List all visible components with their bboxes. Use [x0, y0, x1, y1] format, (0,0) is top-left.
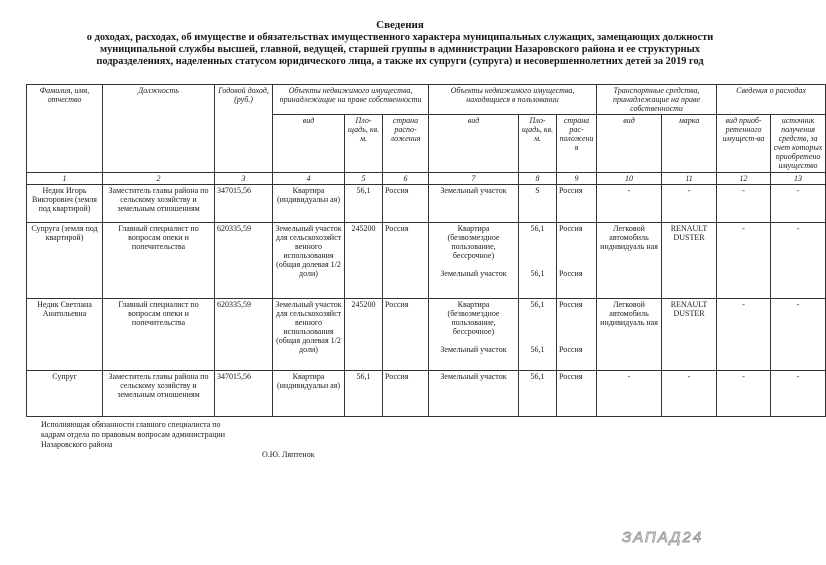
cell-used-area [519, 185, 557, 223]
column-number: 4 [273, 173, 345, 185]
column-number: 6 [383, 173, 429, 185]
cell-fio: Супруг [27, 371, 103, 417]
cell-income: 620335,59 [215, 223, 273, 299]
used-type-a: Квартира (безвозмездное пользование, бессрочное) [447, 300, 500, 336]
header-used-type: вид [429, 115, 519, 173]
used-area-b: 56,1 [530, 345, 545, 354]
used-area-a: 56,1 [530, 372, 545, 381]
used-country-a: Россия [559, 300, 583, 309]
used-country-a: Россия [559, 372, 583, 381]
table-row [27, 299, 826, 371]
used-area-a: 56,1 [530, 300, 545, 309]
cell-owned-type: Квартира (индивидуальн ая) [273, 371, 345, 417]
header-acquired-source: источник получения средств, за счет которых приобретено имущество [771, 115, 826, 173]
header-transport-type: вид [597, 115, 662, 173]
header-used-country: страна рас-положени я [557, 115, 597, 173]
table-row [27, 223, 826, 299]
table-row [27, 185, 826, 223]
declaration-table [26, 84, 826, 417]
cell-used-country [557, 223, 597, 299]
column-number: 11 [662, 173, 717, 185]
document-subtitle-line-3: подразделениях, наделенных статусом юридического лица, а также их супруги (супруга) и несовершеннолетних детей за 2019 год [96, 56, 704, 67]
used-type-a: Земельный участок [440, 372, 507, 381]
column-number: 9 [557, 173, 597, 185]
column-numbers-row [27, 173, 826, 185]
used-type-b: Земельный участок [440, 345, 507, 354]
column-number: 2 [103, 173, 215, 185]
cell-fio: Недик Игорь Викторович (земля под квартирой) [27, 185, 103, 223]
cell-used-type [429, 223, 519, 299]
cell-position: Главный специалист по вопросам опеки и попечительства [103, 299, 215, 371]
header-used: Объекты недвижимого имущества, находящиеся в пользовании [429, 85, 597, 115]
cell-owned-area: 245200 [345, 299, 383, 371]
table-row [27, 371, 826, 417]
header-transport-brand: марка [662, 115, 717, 173]
cell-position: Заместитель главы района по сельскому хозяйству и земельным отношениям [103, 371, 215, 417]
cell-owned-type: Квартира (индивидуальн ая) [273, 185, 345, 223]
header-owned-country: страна распо-ложения [383, 115, 429, 173]
cell-acquired-type: - [717, 299, 771, 371]
cell-owned-country: Россия [383, 371, 429, 417]
cell-owned-area: 245200 [345, 223, 383, 299]
cell-transport-type: Легковой автомобиль индивидуаль ная [597, 223, 662, 299]
cell-owned-country: Россия [383, 185, 429, 223]
document-subtitle-line-1: о доходах, расходах, об имуществе и обязательствах имущественного характера муниципальных служащих, замещающих должности [86, 32, 714, 43]
header-owned: Объекты недвижимого имущества, принадлежащие на праве собственности [273, 85, 429, 115]
used-type-a: Квартира (безвозмездное пользование, бессрочное) [447, 224, 500, 260]
used-type-a: Земельный участок [440, 186, 507, 195]
used-area-a: 56,1 [530, 224, 545, 233]
cell-used-country [557, 185, 597, 223]
header-owned-area: Пло-щадь, кв. м. [345, 115, 383, 173]
cell-acquired-type: - [717, 371, 771, 417]
column-number: 13 [771, 173, 826, 185]
header-income: Годовой доход, (руб.) [215, 85, 273, 173]
header-transport: Транспортные средства, принадлежащие на праве собственности [597, 85, 717, 115]
cell-transport-type: Легковой автомобиль индивидуаль ная [597, 299, 662, 371]
header-owned-type: вид [273, 115, 345, 173]
cell-transport-brand: RENAULT DUSTER [662, 299, 717, 371]
cell-used-type [429, 299, 519, 371]
cell-position: Главный специалист по вопросам опеки и попечительства [103, 223, 215, 299]
header-used-area: Пло-щадь, кв. м. [519, 115, 557, 173]
used-type-b: Земельный участок [440, 269, 507, 278]
used-country-a: Россия [559, 224, 583, 233]
column-number: 8 [519, 173, 557, 185]
cell-acquired-source: - [771, 185, 826, 223]
cell-used-country [557, 371, 597, 417]
cell-owned-country: Россия [383, 299, 429, 371]
footer-signer-name: О.Ю. Ляптенок [262, 450, 315, 459]
column-number: 3 [215, 173, 273, 185]
cell-owned-area: 56,1 [345, 371, 383, 417]
header-position: Должность [103, 85, 215, 173]
document-title: Сведения [376, 19, 424, 31]
column-number: 10 [597, 173, 662, 185]
cell-acquired-source: - [771, 299, 826, 371]
watermark-text: ЗАПАД24 [622, 529, 704, 546]
zapad24-watermark-logo [622, 527, 772, 547]
cell-used-area [519, 223, 557, 299]
cell-used-area [519, 371, 557, 417]
cell-transport-brand: - [662, 185, 717, 223]
cell-income: 620335,59 [215, 299, 273, 371]
cell-transport-type: - [597, 185, 662, 223]
used-area-b: 56,1 [530, 269, 545, 278]
cell-acquired-source: - [771, 223, 826, 299]
used-country-b: Россия [559, 345, 583, 354]
cell-transport-brand: - [662, 371, 717, 417]
cell-used-country [557, 299, 597, 371]
cell-owned-type: Земельный участок для сельскохозяйст венного использования (общая долевая 1/2 доли) [273, 223, 345, 299]
used-country-a: Россия [559, 186, 583, 195]
cell-acquired-type: - [717, 185, 771, 223]
cell-used-type [429, 371, 519, 417]
cell-fio: Супруга (земля под квартирой) [27, 223, 103, 299]
cell-acquired-type: - [717, 223, 771, 299]
cell-owned-type: Земельный участок для сельскохозяйст венного использования (общая долевая 1/2 доли) [273, 299, 345, 371]
cell-acquired-source: - [771, 371, 826, 417]
document-subtitle-line-2: муниципальной службы высшей, главной, ведущей, старшей группы в администрации Назаровского района и ее структурных [100, 44, 700, 55]
cell-income: 347015,56 [215, 185, 273, 223]
column-number: 5 [345, 173, 383, 185]
cell-transport-type: - [597, 371, 662, 417]
column-number: 7 [429, 173, 519, 185]
cell-owned-area: 56,1 [345, 185, 383, 223]
cell-transport-brand: RENAULT DUSTER [662, 223, 717, 299]
header-fio: Фамилия, имя, отчество [27, 85, 103, 173]
used-country-b: Россия [559, 269, 583, 278]
column-number: 12 [717, 173, 771, 185]
cell-used-type [429, 185, 519, 223]
cell-owned-country: Россия [383, 223, 429, 299]
cell-income: 347015,56 [215, 371, 273, 417]
column-number: 1 [27, 173, 103, 185]
header-acquired-type: вид приоб-ретенного имущест-ва [717, 115, 771, 173]
header-expenses: Сведения о расходах [717, 85, 826, 115]
cell-used-area [519, 299, 557, 371]
used-area-a: S [535, 186, 540, 195]
footer-signature-title: Исполняющая обязанности главного специалиста по кадрам отдела по правовым вопросам администрации Назаровского района [41, 420, 226, 449]
cell-fio: Недик Светлана Анатольевна [27, 299, 103, 371]
cell-position: Заместитель главы района по сельскому хозяйству и земельным отношениям [103, 185, 215, 223]
